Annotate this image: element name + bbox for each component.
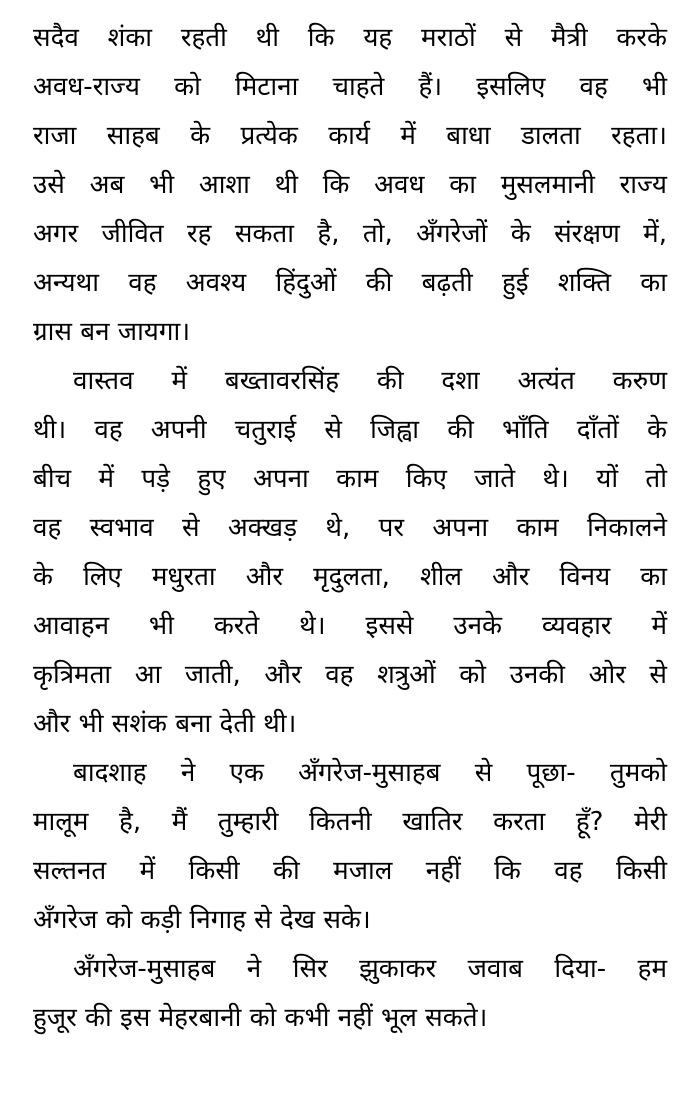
text-line-10: बीच में पड़े हुए अपना काम किए जाते थे। यों तो — [33, 464, 667, 494]
text-line-7: ग्रास बन जायगा। — [33, 317, 191, 347]
text-line-15: और भी सशंक बना देती थी। — [33, 709, 297, 739]
text-line-20: अँगरेज-मुसाहब ने सिर झुकाकर जवाब दिया- हम — [73, 954, 667, 984]
text-line-17: मालूम है, मैं तुम्हारी कितनी खातिर करता हूँ? मेरी — [33, 807, 667, 837]
text-line-21: हुजूर की इस मेहरबानी को कभी नहीं भूल सकते। — [33, 1003, 488, 1033]
text-line-2: अवध-राज्य को मिटाना चाहते हैं। इसलिए वह भी — [33, 72, 667, 102]
text-line-4: उसे अब भी आशा थी कि अवध का मुसलमानी राज्य — [33, 170, 667, 200]
text-line-6: अन्यथा वह अवश्य हिंदुओं की बढ़ती हुई शक्ति का — [33, 268, 667, 298]
text-line-13: आवाहन भी करते थे। इससे उनके व्यवहार में — [33, 611, 667, 641]
text-line-12: के लिए मधुरता और मृदुलता, शील और विनय का — [33, 562, 667, 592]
text-line-9: थी। वह अपनी चतुराई से जिह्वा की भाँति दाँतों के — [33, 415, 667, 445]
text-line-18: सल्तनत में किसी की मजाल नहीं कि वह किसी — [33, 856, 667, 886]
text-line-16: बादशाह ने एक अँगरेज-मुसाहब से पूछा- तुमको — [73, 758, 667, 788]
text-line-8: वास्तव में बख्तावरसिंह की दशा अत्यंत करुण — [73, 366, 667, 396]
text-line-5: अगर जीवित रह सकता है, तो, अँगरेजों के संरक्षण में, — [33, 219, 667, 249]
text-line-3: राजा साहब के प्रत्येक कार्य में बाधा डालता रहता। — [33, 121, 667, 151]
text-line-14: कृत्रिमता आ जाती, और वह शत्रुओं को उनकी ओर से — [33, 660, 667, 690]
text-line-11: वह स्वभाव से अक्खड़ थे, पर अपना काम निकालने — [33, 513, 667, 543]
text-line-19: अँगरेज को कड़ी निगाह से देख सके। — [33, 905, 371, 935]
text-line-1: सदैव शंका रहती थी कि यह मराठों से मैत्री करके — [33, 23, 667, 53]
